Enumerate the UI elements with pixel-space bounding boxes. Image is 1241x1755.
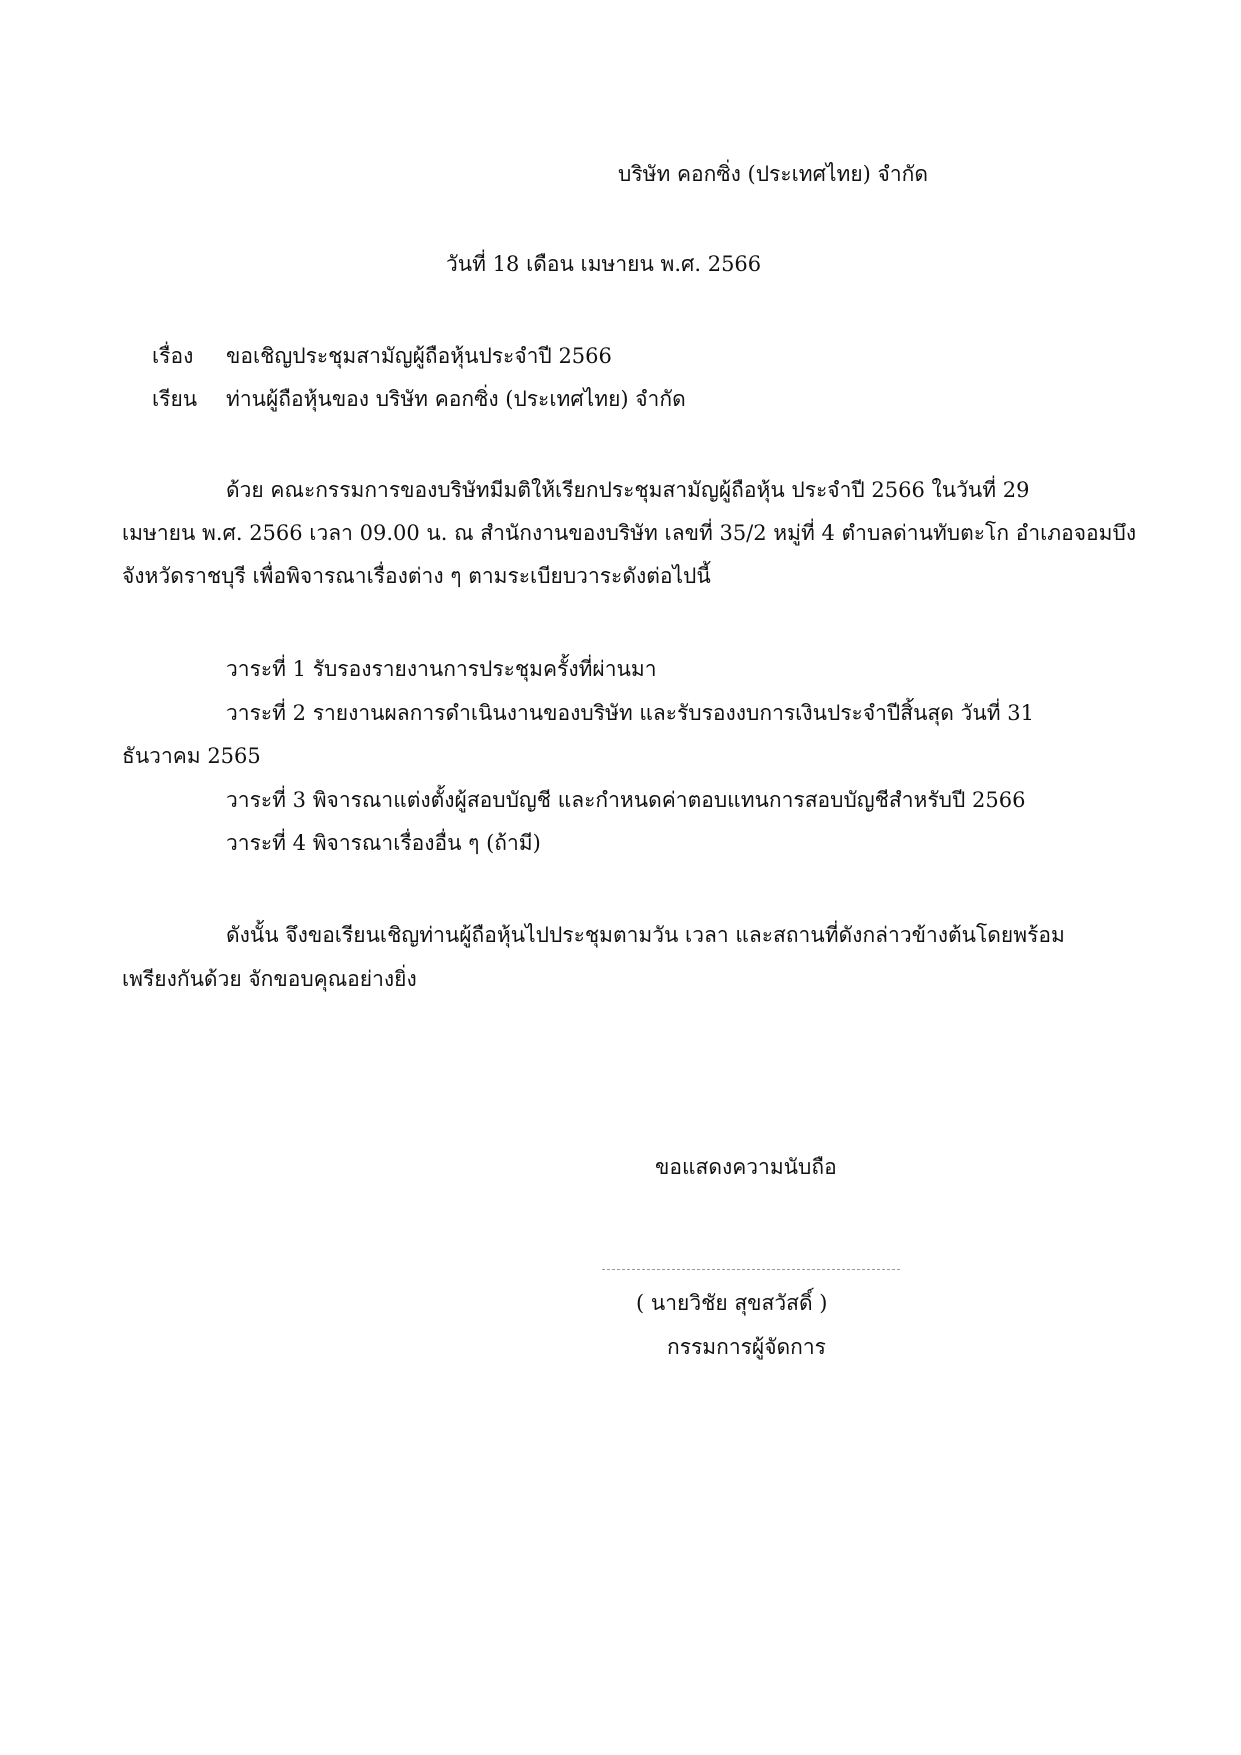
agenda-item-2-continued: ธันวาคม 2565 (122, 744, 261, 768)
intro-line: ด้วย คณะกรรมการของบริษัทมีมติให้เรียกประชุมสามัญผู้ถือหุ้น ประจําปี 2566 ในวันที่ 29 (226, 478, 1030, 502)
intro-line: เมษายน พ.ศ. 2566 เวลา 09.00 น. ณ สํานักงานของบริษัท เลขที่ 35/2 หมู่ที่ 4 ตําบลด่านทับตะโก อําเภอจอมบึง (122, 521, 1137, 545)
signature-line (602, 1269, 900, 1270)
signer-title: กรรมการผู้จัดการ (667, 1335, 826, 1359)
agenda-item-1: วาระที่ 1 รับรองรายงานการประชุมครั้งที่ผ่านมา (226, 657, 657, 681)
date-line: วันที่ 18 เดือน เมษายน พ.ศ. 2566 (446, 252, 762, 276)
closing-line: เพรียงกันด้วย จักขอบคุณอย่างยิ่ง (122, 967, 417, 991)
subject-text: ขอเชิญประชุมสามัญผู้ถือหุ้นประจําปี 2566 (226, 344, 612, 368)
salutation: ขอแสดงความนับถือ (655, 1155, 837, 1179)
agenda-item-4: วาระที่ 4 พิจารณาเรื่องอื่น ๆ (ถ้ามี) (226, 831, 541, 855)
signer-name: ( นายวิชัย สุขสวัสดิ์ ) (636, 1291, 828, 1315)
closing-line: ดังนั้น จึงขอเรียนเชิญท่านผู้ถือหุ้นไปประชุมตามวัน เวลา และสถานที่ดังกล่าวข้างต้นโดยพร้อม (226, 923, 1065, 947)
subject-label: เรื่อง (152, 344, 194, 368)
agenda-item-2: วาระที่ 2 รายงานผลการดําเนินงานของบริษัท และรับรองงบการเงินประจําปีสิ้นสุด วันที่ 31 (226, 701, 1034, 725)
agenda-item-3: วาระที่ 3 พิจารณาแต่งตั้งผู้สอบบัญชี และกําหนดค่าตอบแทนการสอบบัญชีสําหรับปี 2566 (226, 788, 1026, 812)
recipient-text: ท่านผู้ถือหุ้นของ บริษัท คอกซิ่ง (ประเทศไทย) จํากัด (226, 387, 686, 411)
recipient-label: เรียน (152, 387, 198, 411)
intro-line: จังหวัดราชบุรี เพื่อพิจารณาเรื่องต่าง ๆ ตามระเบียบวาระดังต่อไปนี้ (122, 564, 711, 588)
company-header: บริษัท คอกซิ่ง (ประเทศไทย) จํากัด (618, 162, 928, 186)
